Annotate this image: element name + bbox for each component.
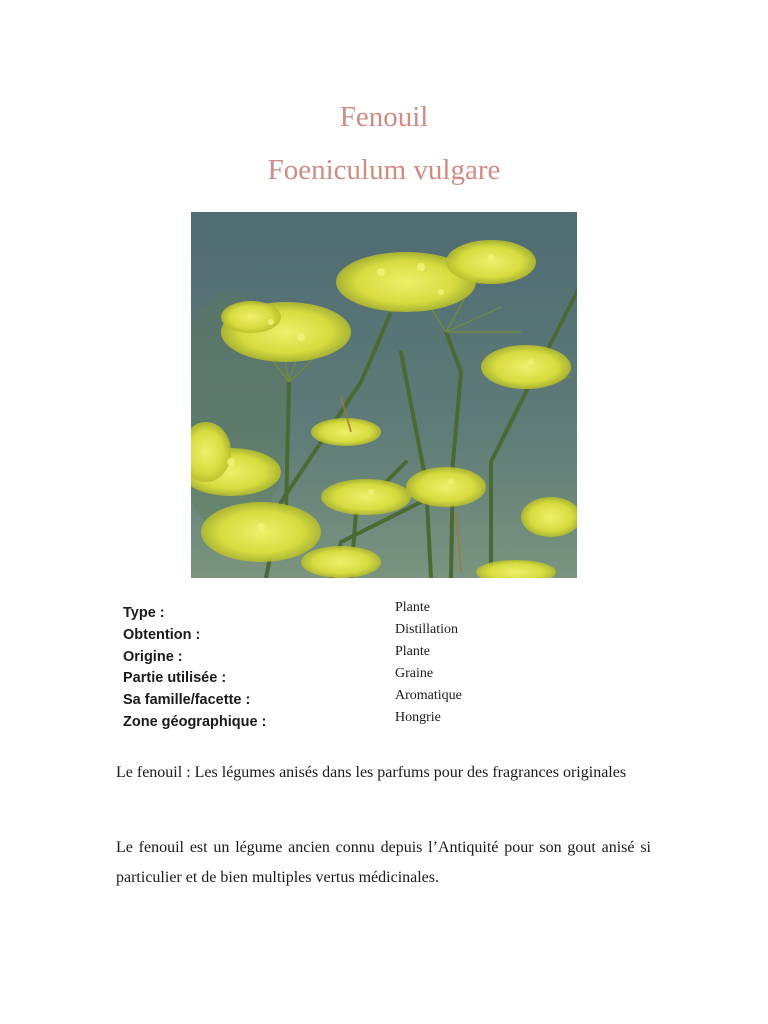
value-famille: Aromatique xyxy=(395,688,462,703)
value-type: Plante xyxy=(395,600,430,615)
page-title: Fenouil xyxy=(339,101,429,133)
paragraph-intro: Le fenouil : Les légumes anisés dans les parfums pour des fragrances originales xyxy=(116,764,627,781)
page-subtitle: Foeniculum vulgare xyxy=(267,154,501,186)
value-partie: Graine xyxy=(395,666,434,681)
label-zone: Zone géographique : xyxy=(123,713,267,730)
property-labels xyxy=(123,603,266,734)
paragraph-description: Le fenouil est un légume ancien connu depuis l’Antiquité pour son gout anisé si particulier et de bien multiples vertus médicinales. xyxy=(116,839,651,886)
label-partie: Partie utilisée : xyxy=(123,670,227,687)
property-values xyxy=(395,597,462,729)
label-type: Type : xyxy=(123,605,165,621)
fennel-photo xyxy=(191,212,577,578)
value-zone: Hongrie xyxy=(395,710,441,725)
label-obtention: Obtention : xyxy=(123,626,201,643)
label-origine: Origine : xyxy=(123,648,183,665)
label-famille: Sa famille/facette : xyxy=(123,692,251,709)
value-obtention: Distillation xyxy=(395,622,458,637)
value-origine: Plante xyxy=(395,644,430,659)
